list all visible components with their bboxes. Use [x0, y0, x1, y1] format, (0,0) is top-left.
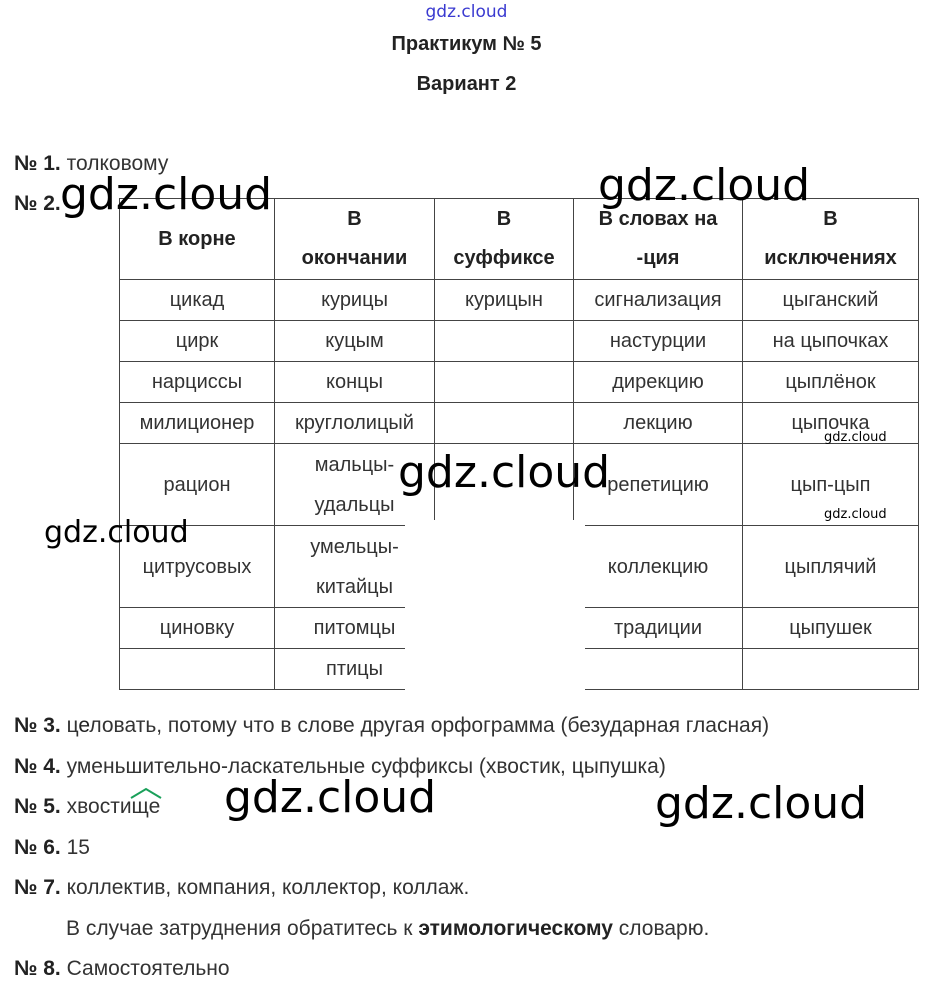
table-row: рацион мальцы- удальцы репетицию цып-цып [120, 444, 919, 526]
answer-number: № 2. [14, 192, 61, 215]
watermark: gdz.cloud [398, 447, 611, 498]
answer-number: № 8. [14, 957, 61, 980]
table-row: цикад курицы курицын сигнализация цыганский [120, 280, 919, 321]
table-row: цитрусовых умельцы- китайцы коллекцию цыплячий [120, 526, 919, 608]
table-row: циновку питомцы традиции цыпушек [120, 608, 919, 649]
answer-8 [14, 957, 230, 981]
header-exceptions: В исключениях [743, 199, 919, 280]
watermark: gdz.cloud [824, 430, 887, 445]
header-ending: В окончании [275, 199, 435, 280]
top-watermark: gdz.cloud [425, 2, 508, 22]
header-tsiya: В словах на -ция [574, 199, 743, 280]
stressed-letter: е [78, 714, 90, 737]
header-suffix: В суффиксе [435, 199, 574, 280]
answer-number: № 5. [14, 795, 61, 818]
table-row: птицы [120, 649, 919, 690]
answer-number: № 6. [14, 836, 61, 859]
answer-text: коллектив, компания, коллектор, коллаж. [66, 876, 470, 899]
answer-text: уменьшительно-ласкательные суффиксы (хвостик, цыпушка) [66, 755, 666, 778]
watermark: gdz.cloud [60, 169, 273, 220]
watermark: gdz.cloud [224, 772, 437, 823]
page-title: Практикум № 5 [391, 33, 542, 55]
header-root: В корне [120, 199, 275, 280]
emphasis: этимологическому [418, 917, 613, 940]
answer-text: 15 [66, 836, 90, 859]
table-row: милиционер круглолицый лекцию цыпочка [120, 403, 919, 444]
answer-3 [14, 714, 769, 738]
watermark: gdz.cloud [824, 507, 887, 522]
watermark: gdz.cloud [655, 778, 868, 829]
answer-7-note: В случае затруднения обратитесь к этимологическому словарю. [66, 917, 710, 940]
answer-text: толковому [66, 152, 169, 175]
answer-number: № 4. [14, 755, 61, 778]
answer-number: № 3. [14, 714, 61, 737]
answer-2 [14, 192, 61, 216]
answer-text: Самостоятельно [66, 957, 230, 980]
answer-number: № 1. [14, 152, 61, 175]
answer-text: целовать, потому что в слове другая орфограмма (безударная гласная) [66, 714, 770, 737]
answer-text: хвостище [66, 795, 161, 818]
answer-number: № 7. [14, 876, 61, 899]
answer-7 [14, 876, 469, 900]
table-row: цирк куцым настурции на цыпочках [120, 321, 919, 362]
table-row: нарциссы концы дирекцию цыплёнок [120, 362, 919, 403]
watermark: gdz.cloud [598, 160, 811, 211]
erased-region [405, 520, 585, 695]
watermark: gdz.cloud [44, 515, 189, 550]
answer-6 [14, 836, 90, 860]
page-subtitle: Вариант 2 [416, 73, 517, 95]
suffix-mark-icon [130, 787, 162, 799]
